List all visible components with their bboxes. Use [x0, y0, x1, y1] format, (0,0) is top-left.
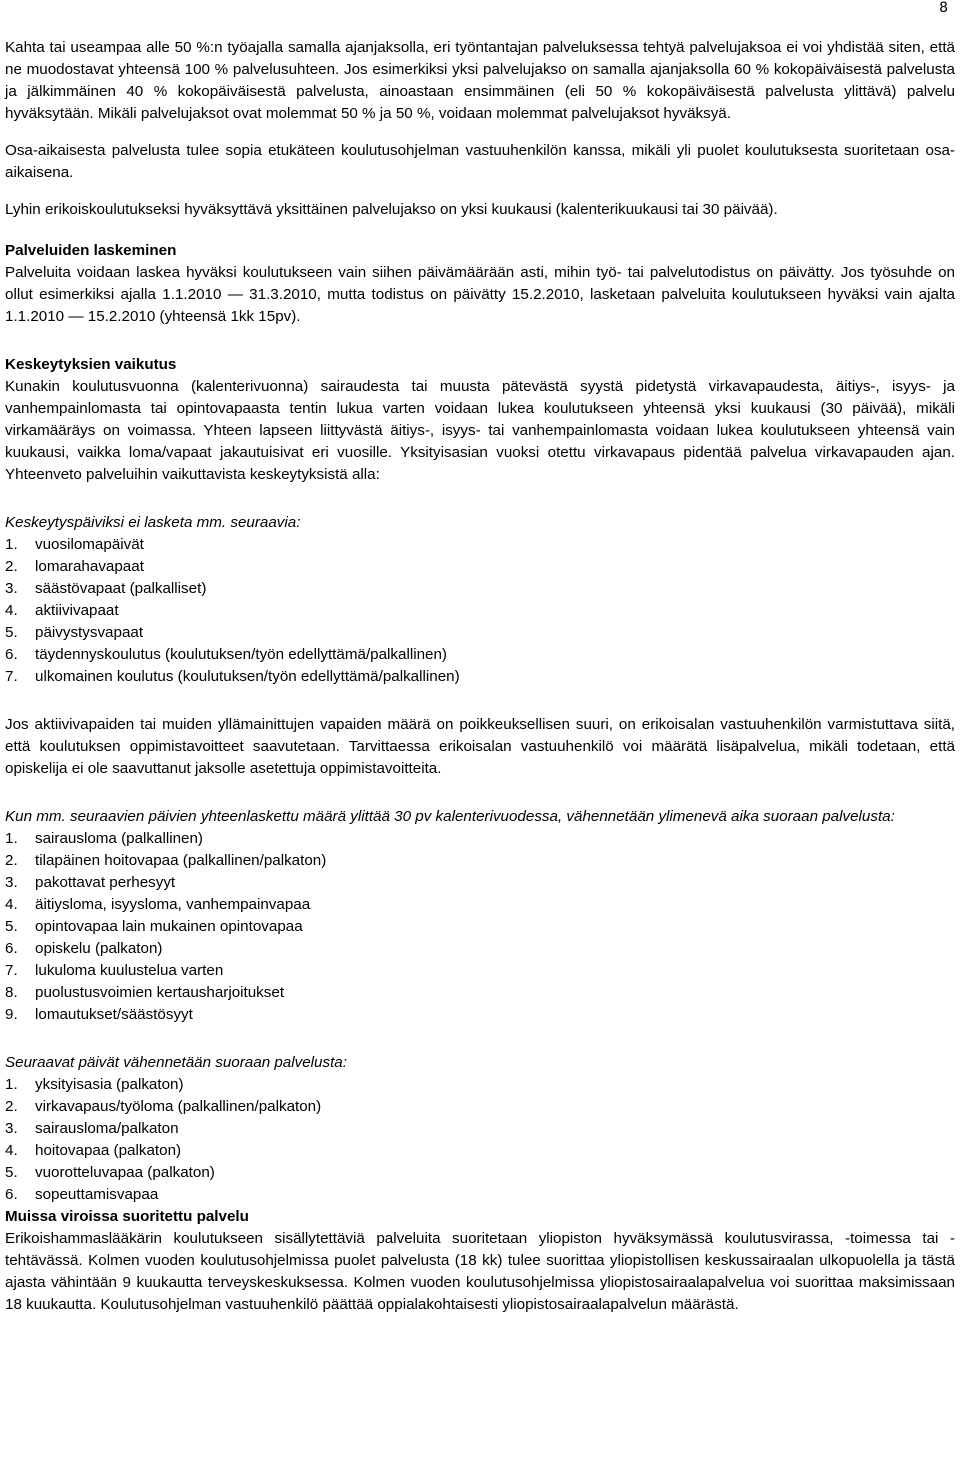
list-item: 8. puolustusvoimien kertausharjoitukset	[5, 984, 285, 1001]
list-item: 2. lomarahavapaat	[5, 558, 144, 575]
list3	[5, 1074, 955, 1206]
list-item: 3. pakottavat perhesyyt	[5, 874, 176, 891]
active-leave-paragraph: Jos aktiivivapaiden tai muiden yllämainittujen vapaiden määrä on poikkeuksellisen suuri, on erikoisalan vastuuhenkilön varmistuttava siitä, että koulutuksen oppimistavoitteet saavutetaan. Tarvittaessa erikoisalan vastuuhenkilö voi määrätä lisäpalvelua, mikäli todetaan, että opiskelija ei ole saavuttanut jaksolle asetettuja oppimistavoitteita.	[5, 716, 955, 777]
calc-heading: Palveluiden laskeminen	[5, 242, 177, 259]
list-item: 7. ulkomainen koulutus (koulutuksen/työn edellyttämä/palkallinen)	[5, 668, 460, 685]
foreign-section	[5, 1206, 955, 1316]
page-number: 8	[939, 0, 948, 16]
list-item: 1. sairausloma (palkallinen)	[5, 830, 203, 847]
list-item: 4. äitiysloma, isyysloma, vanhempainvapaa	[5, 896, 311, 913]
list-item: 1. vuosilomapäivät	[5, 536, 144, 553]
list-item: 4. aktiivivapaat	[5, 602, 119, 619]
list2	[5, 828, 955, 1026]
list1	[5, 534, 955, 688]
list-item: 6. sopeuttamisvapaa	[5, 1186, 159, 1203]
list1-section	[5, 512, 955, 688]
interruptions-section	[5, 354, 955, 486]
calc-paragraph: Palveluita voidaan laskea hyväksi koulutukseen vain siihen päivämäärään asti, mihin työ- tai palvelutodistus on päivätty. Jos työsuhde on ollut esimerkiksi ajalla 1.1.2010 — 31.3.2010, mutta todistus on päivätty 15.2.2010, lasketaan palveluita koulutukseen hyväksi vain ajalta 1.1.2010 — 15.2.2010 (yhteensä 1kk 15pv).	[5, 264, 955, 325]
interruptions-paragraph: Kunakin koulutusvuonna (kalenterivuonna) sairaudesta tai muusta pätevästä syystä pidetystä virkavapaudesta, äitiys-, isyys- ja vanhempainlomasta tai opintovapaasta tentin lukua varten voidaan lukea koulutukseen yhteensä yksi kuukausi (30 päivää), mikäli virkamääräys on voimassa. Yhteen lapseen liittyvästä äitiys-, isyys- tai vanhempainlomasta voidaan lukea koulutukseen yhteensä vain kuukausi, vaikka loma/vapaat jakautuisivat eri vuosille. Yksityisasian vuoksi otettu virkavapaus pidentää palvelua virkavapauden ajan. Yhteenveto palveluihin vaikuttavista keskeytyksistä alla:	[5, 378, 955, 483]
intro-paragraph-3: Lyhin erikoiskoulutukseksi hyväksyttävä yksittäinen palvelujakso on yksi kuukausi (kalenterikuukausi tai 30 päivää).	[5, 201, 778, 218]
list-item: 4. hoitovapaa (palkaton)	[5, 1142, 182, 1159]
list-item: 9. lomautukset/säästösyyt	[5, 1006, 193, 1023]
list-item: 5. päivystysvapaat	[5, 624, 144, 641]
document-page	[5, 37, 955, 1316]
list3-title: Seuraavat päivät vähennetään suoraan palvelusta:	[5, 1054, 347, 1071]
list-item: 6. opiskelu (palkaton)	[5, 940, 163, 957]
list-item: 3. sairausloma/palkaton	[5, 1120, 179, 1137]
list-item: 5. opintovapaa lain mukainen opintovapaa	[5, 918, 303, 935]
list2-section	[5, 806, 955, 1026]
intro-paragraph-2: Osa-aikaisesta palvelusta tulee sopia etukäteen koulutusohjelman vastuuhenkilön kanssa, mikäli yli puolet koulutuksesta suoritetaan osa-aikaisena.	[5, 142, 955, 181]
list-item: 7. lukuloma kuulustelua varten	[5, 962, 224, 979]
list1-title: Keskeytyspäiviksi ei lasketa mm. seuraavia:	[5, 514, 301, 531]
list-item: 3. säästövapaat (palkalliset)	[5, 580, 207, 597]
list2-title: Kun mm. seuraavien päivien yhteenlaskettu määrä ylittää 30 pv kalenterivuodessa, vähennetään ylimenevä aika suoraan palvelusta:	[5, 808, 895, 825]
list-item: 2. tilapäinen hoitovapaa (palkallinen/palkaton)	[5, 852, 327, 869]
list-item: 6. täydennyskoulutus (koulutuksen/työn edellyttämä/palkallinen)	[5, 646, 447, 663]
list3-section	[5, 1052, 955, 1206]
calc-section	[5, 240, 955, 328]
foreign-heading: Muissa viroissa suoritettu palvelu	[5, 1208, 249, 1225]
foreign-paragraph: Erikoishammaslääkärin koulutukseen sisällytettäviä palveluita suoritetaan yliopiston hyväksymässä koulutusvirassa, -toimessa tai -tehtävässä. Kolmen vuoden koulutusohjelmissa puolet palvelusta (18 kk) tulee suorittaa yliopistollisen keskussairaalan ulkopuolella ja tästä ajasta vähintään 9 kuukautta terveyskeskuksessa. Kolmen vuoden koulutusohjelmissa yliopistosairaalapalvelua voi suorittaa maksimissaan 18 kuukautta. Koulutusohjelman vastuuhenkilö päättää oppialakohtaisesti yliopistosairaalapalvelun määrästä.	[5, 1230, 955, 1313]
interruptions-heading: Keskeytyksien vaikutus	[5, 356, 177, 373]
intro-paragraph-1: Kahta tai useampaa alle 50 %:n työajalla samalla ajanjaksolla, eri työntantajan palveluksessa tehtyä palvelujaksoa ei voi yhdistää siten, että ne muodostavat yhteensä 100 % palvelusuhteen. Jos esimerkiksi yksi palvelujakso on samalla ajanjaksolla 60 % kokopäiväisestä palvelusta ja jälkimmäinen 40 % kokopäiväisestä palvelusta, ainoastaan ensimmäinen (eli 50 % kokopäiväisestä palvelusta ylittävä) palvelu hyväksytään. Mikäli palvelujaksot ovat molemmat 50 % ja 50 %, voidaan molemmat palvelujaksot hyväksyä.	[5, 39, 955, 122]
list-item: 5. vuorotteluvapaa (palkaton)	[5, 1164, 215, 1181]
list-item: 2. virkavapaus/työloma (palkallinen/palkaton)	[5, 1098, 322, 1115]
list-item: 1. yksityisasia (palkaton)	[5, 1076, 184, 1093]
